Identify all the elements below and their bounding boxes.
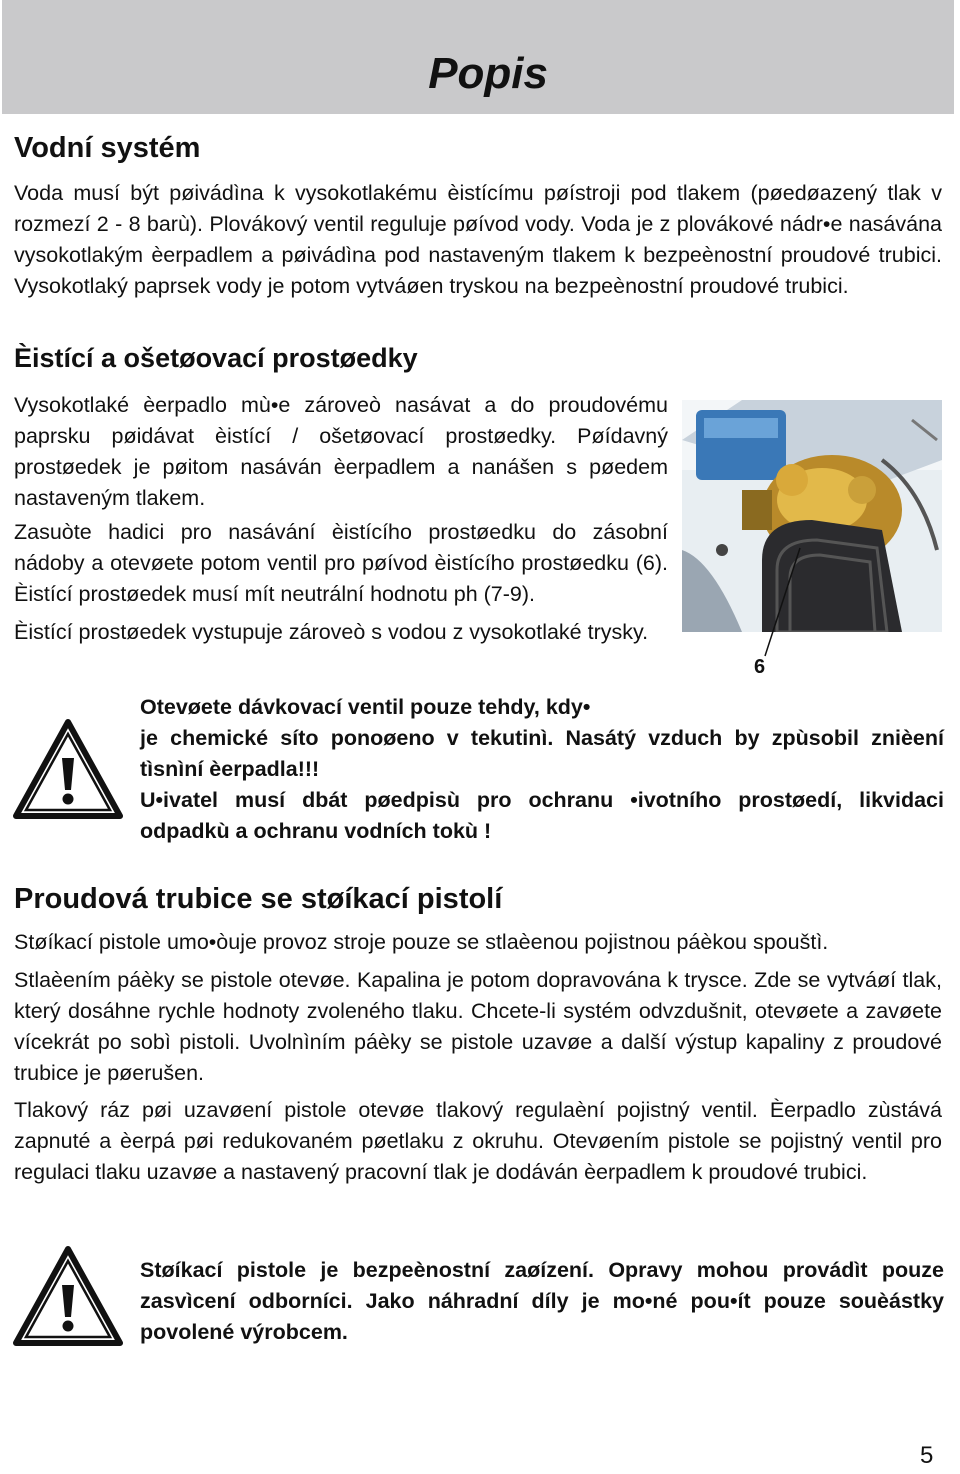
spray-gun-paragraph-2: Stlaèením páèky se pistole otevøe. Kapalina je potom dopravována k trysce. Zde se vytváøí tlak, který dosáhne rychle hodnoty zvoleného tlaku. Chcete-li systém odvzdušnit, otevøete a zavøete vícekrát po sobì pistoli. Uvolnìním páèky se pistole uzavøe a další výstup kapaliny z proudové trubice je pøerušen. (14, 968, 942, 1085)
section-heading-spray-gun: Proudová trubice se støíkací pistolí (14, 883, 503, 915)
warning-triangle-icon (12, 1245, 124, 1347)
spray-gun-paragraph-3: Tlakový ráz pøi uzavøení pistole otevøe tlakový regulaèní pojistný ventil. Èerpadlo zùstává zapnuté a èerpá pøi redukovaném pøetlaku z okruhu. Otevøením pistole se pojistný ventil pro regulaci tlaku uzavøe a nastavený pracovní tlak je dodáván èerpadlem k proudové trubici. (14, 1098, 942, 1184)
cleaning-paragraph-2: Zasuòte hadici pro nasávání èistícího prostøedku do zásobní nádoby a otevøete potom ventil pro pøívod èistícího prostøedku (6). Èistící prostøedek musí mít neutrální hodnotu ph (7-9). (14, 520, 668, 606)
warning-2-text: Støíkací pistole je bezpeènostní zaøízení. Opravy mohou provádìt pouze zasvìcení odborníci. Jako náhradní díly je mo•né pou•ít pouze souèástky povolené výrobcem. (140, 1258, 944, 1344)
water-system-paragraph: Voda musí být pøivádìna k vysokotlakému èistícímu pøístroji pod tlakem (pøedøazený tlak v rozmezí 2 - 8 barù). Plovákový ventil reguluje pøívod vody. Voda je z plovákové nádr•e nasávána vysokotlakým èerpadlem a pøivádìna pod nastaveným tlakem k bezpeènostní proudové trubici. Vysokotlaký paprsek vody je potom vytváøen tryskou na bezpeènostní proudové trubici. (14, 181, 942, 298)
warning-1-line-2: je chemické síto ponoøeno v tekutinì. Nasátý vzduch by zpùsobil znièení tìsnìní èerpadla!!! (140, 726, 944, 781)
cleaning-paragraph-3: Èistící prostøedek vystupuje zároveò s vodou z vysokotlaké trysky. (14, 620, 649, 644)
cleaning-paragraph-1: Vysokotlaké èerpadlo mù•e zároveò nasávat a do proudovému paprsku pøidávat èistící / ošetøovací prostøedky. Pøídavný prostøedek je pøitom nasáván èerpadlem a nanášen s pøedem nastaveným tlakem. (14, 393, 668, 510)
warning-1-text (140, 692, 944, 847)
spray-gun-paragraph-1: Støíkací pistole umo•òuje provoz stroje pouze se stlaèenou pojistnou páèkou spouštì. (14, 930, 829, 954)
warning-1-line-1: Otevøete dávkovací ventil pouze tehdy, kdy• (140, 695, 591, 719)
section-heading-cleaning-agents: Èistící a ošetøovací prostøedky (14, 343, 418, 373)
section-heading-water-system: Vodní systém (14, 132, 201, 164)
page-title: Popis (428, 49, 548, 98)
warning-1-line-3: U•ivatel musí dbát pøedpisù pro ochranu •ivotního prostøedí, likvidaci odpadkù a ochranu vodních tokù ! (140, 788, 944, 843)
pump-photo (682, 400, 942, 632)
page-number: 5 (920, 1442, 934, 1469)
warning-triangle-icon (12, 718, 124, 820)
callout-number: 6 (754, 656, 766, 678)
